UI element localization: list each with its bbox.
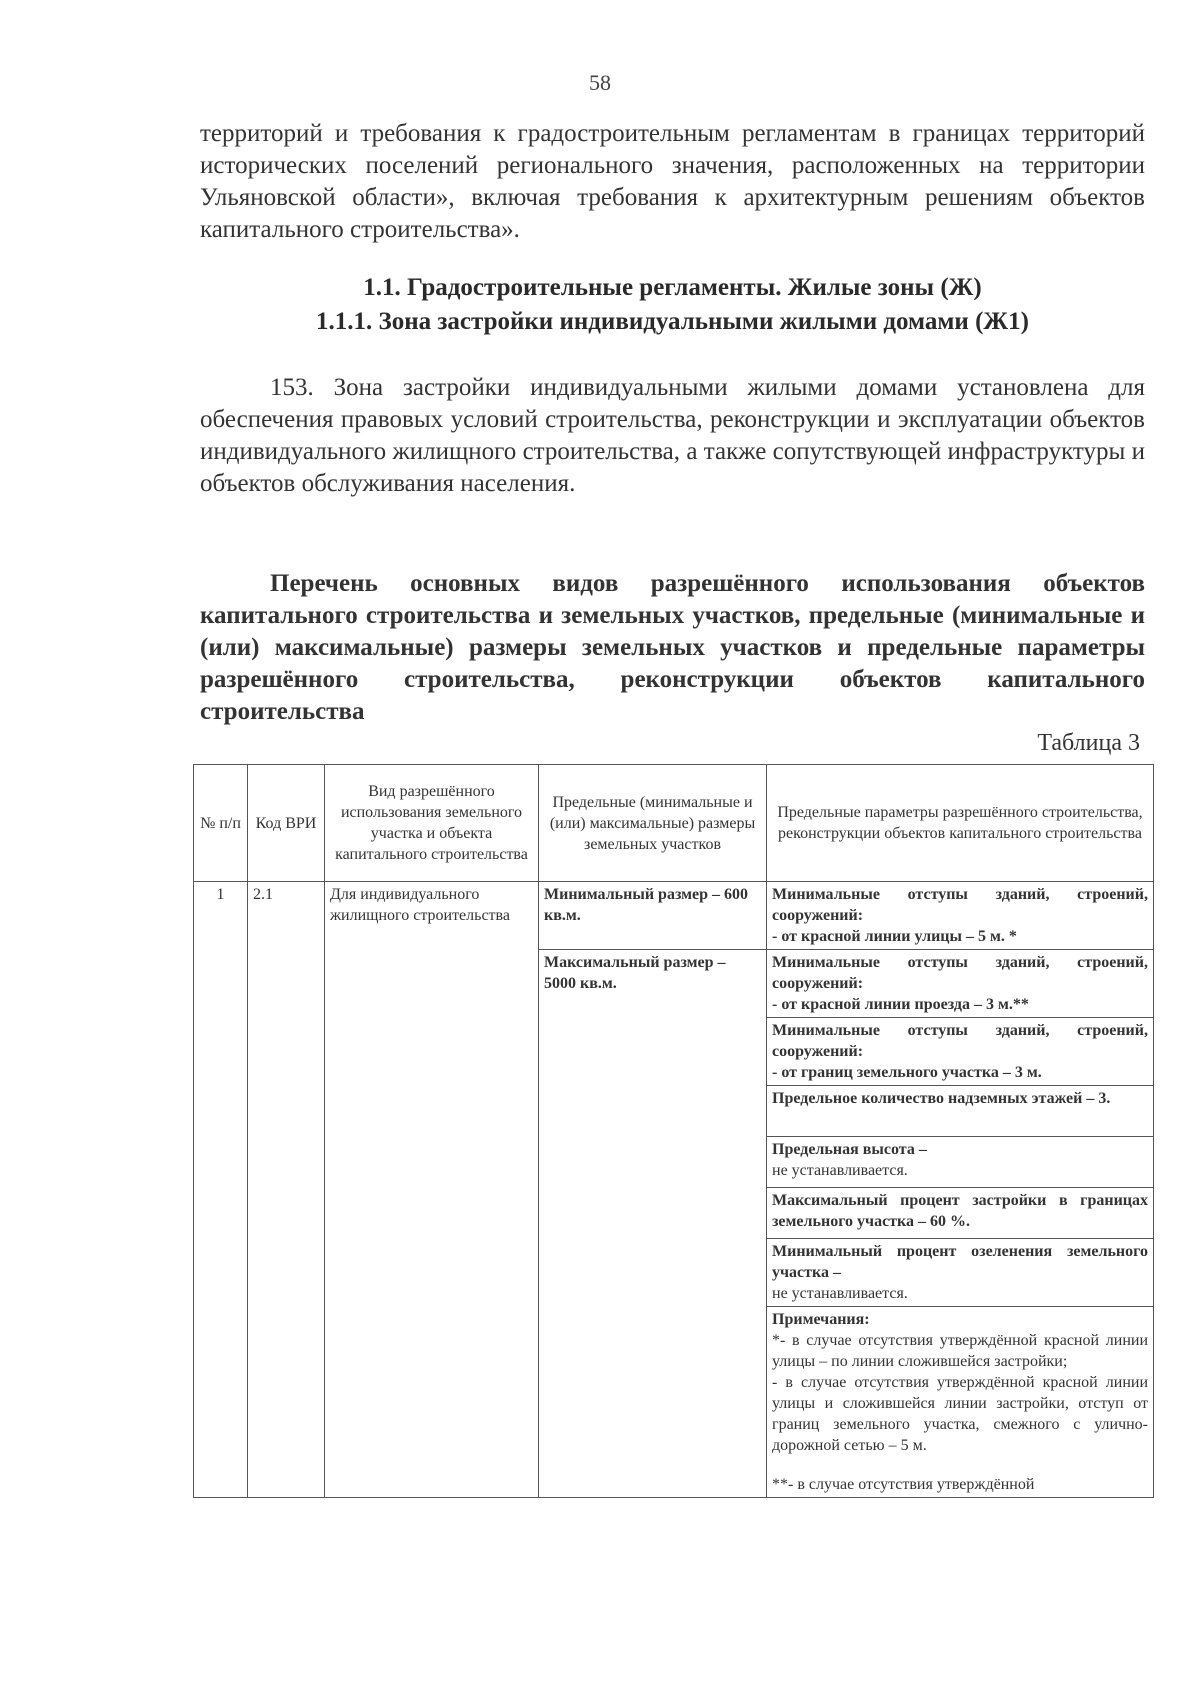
param-title: Минимальные отступы зданий, строений, сооружений: bbox=[772, 1022, 1148, 1060]
param-cell bbox=[767, 1239, 1154, 1307]
notes-cell bbox=[767, 1307, 1154, 1498]
param-title: Минимальный процент озеленения земельного участка – bbox=[772, 1243, 1148, 1281]
param-title: Минимальные отступы зданий, строений, сооружений: bbox=[772, 886, 1148, 924]
param-cell bbox=[767, 882, 1154, 950]
table-caption: Таблица 3 bbox=[1037, 730, 1140, 756]
param-cell bbox=[767, 1137, 1154, 1188]
notes-title: Примечания: bbox=[772, 1311, 870, 1328]
param-detail: не устанавливается. bbox=[772, 1162, 908, 1179]
param-cell bbox=[767, 1018, 1154, 1086]
regulations-table bbox=[193, 764, 1154, 1498]
paragraph-153: 153. Зона застройки индивидуальными жилыми домами установлена для обеспечения правовых условий строительства, реконструкции и эксплуатации объектов индивидуального жилищного строительства, а также сопутствующей инфраструктуры и объектов обслуживания населения. bbox=[200, 374, 1145, 497]
note-1: *- в случае отсутствия утверждённой красной линии улицы – по линии сложившейся застройки; bbox=[772, 1332, 1148, 1370]
row-num: 1 bbox=[194, 882, 248, 1498]
param-cell bbox=[767, 1086, 1154, 1137]
row-code: 2.1 bbox=[248, 882, 325, 1498]
param-detail: не устанавливается. bbox=[772, 1285, 908, 1302]
table-row bbox=[194, 882, 1154, 950]
max-size-cell: Максимальный размер – 5000 кв.м. bbox=[539, 950, 767, 1498]
param-cell bbox=[767, 950, 1154, 1018]
param-title: Предельное количество надземных этажей – 3. bbox=[772, 1090, 1111, 1107]
header-code: Код ВРИ bbox=[248, 765, 325, 882]
row-kind: Для индивидуального жилищного строительства bbox=[325, 882, 539, 1498]
param-title: Минимальные отступы зданий, строений, сооружений: bbox=[772, 954, 1148, 992]
section-heading: 1.1. Градостроительные регламенты. Жилые зоны (Ж) bbox=[363, 274, 982, 301]
page-number: 58 bbox=[589, 70, 611, 95]
subsection-heading: 1.1.1. Зона застройки индивидуальными жилыми домами (Ж1) bbox=[316, 308, 1029, 335]
param-detail: - от красной линии проезда – 3 м.** bbox=[772, 996, 1029, 1013]
min-size-cell: Минимальный размер – 600 кв.м. bbox=[539, 882, 767, 950]
table-header-row bbox=[194, 765, 1154, 882]
list-title: Перечень основных видов разрешённого использования объектов капитального строительства и земельных участков, предельные (минимальные и (или) максимальные) размеры земельных участков и предельные параметры разрешённого строительства, реконструкции объектов капитального строительства bbox=[200, 570, 1145, 725]
param-cell bbox=[767, 1188, 1154, 1239]
header-params: Предельные параметры разрешённого строительства, реконструкции объектов капитального строительства bbox=[767, 765, 1154, 882]
note-spacer bbox=[772, 1456, 1148, 1474]
param-detail: - от красной линии улицы – 5 м. * bbox=[772, 928, 1017, 945]
header-kind: Вид разрешённого использования земельного участка и объекта капитального строительства bbox=[325, 765, 539, 882]
note-3: **- в случае отсутствия утверждённой bbox=[772, 1476, 1035, 1493]
intro-paragraph: территорий и требования к градостроительным регламентам в границах территорий исторических поселений регионального значения, расположенных на территории Ульяновской области», включая требования к архитектурным решениям объектов капитального строительства». bbox=[200, 120, 1145, 243]
header-sizes: Предельные (минимальные и (или) максимальные) размеры земельных участков bbox=[539, 765, 767, 882]
param-title: Предельная высота – bbox=[772, 1141, 927, 1158]
param-detail: - от границ земельного участка – 3 м. bbox=[772, 1064, 1042, 1081]
note-2: - в случае отсутствия утверждённой красной линии улицы и сложившейся линии застройки, отступ от границ земельного участка, смежного с улично-дорожной сетью – 5 м. bbox=[772, 1374, 1148, 1454]
param-title: Максимальный процент застройки в границах земельного участка – 60 %. bbox=[772, 1192, 1148, 1230]
header-num: № п/п bbox=[194, 765, 248, 882]
